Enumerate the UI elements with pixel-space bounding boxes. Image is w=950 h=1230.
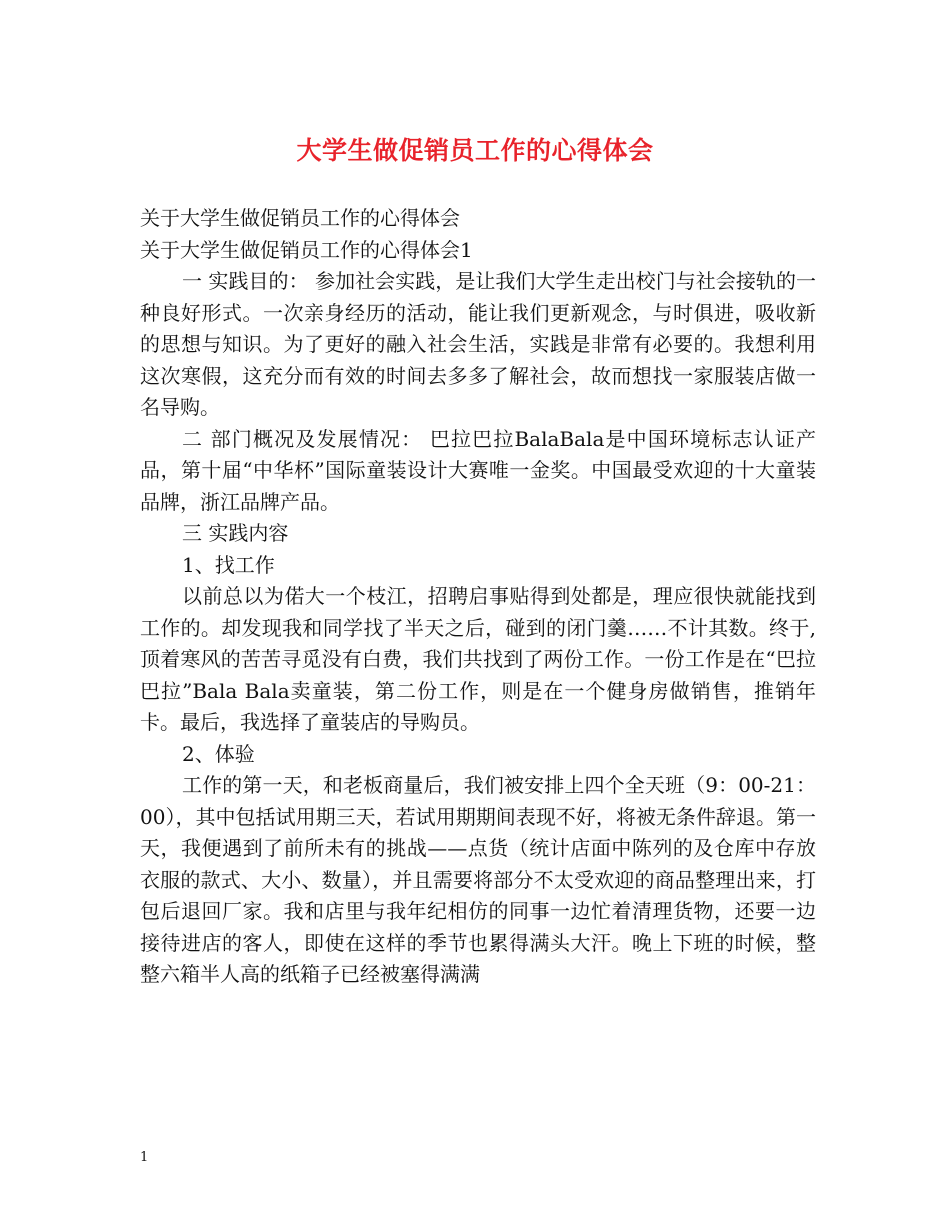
paragraph-experience: 工作的第一天，和老板商量后，我们被安排上四个全天班（9：00-21：00），其中包括试用期三天，若试用期期间表现不好，将被无条件辞退。第一天，我便遇到了前所未有的挑战——点货（统计店面中陈列的及仓库中存放衣服的款式、大小、数量），并且需要将部分不太受欢迎的商品整理出来，打包后退回厂家。我和店里与我年纪相仿的同事一边忙着清理货物，还要一边接待进店的客人，即使在这样的季节也累得满头大汗。晚上下班的时候，整整六箱半人高的纸箱子已经被塞得满满	[140, 773, 816, 986]
paragraph-find-job: 以前总以为偌大一个枝江，招聘启事贴得到处都是，理应很快就能找到工作的。却发现我和同学找了半天之后，碰到的闭门羹……不计其数。终于,顶着寒风的苦苦寻觅没有白费，我们共找到了两份工作。一份工作是在“巴拉巴拉”Bala Bala卖童装，第二份工作，则是在一个健身房做销售，推销年卡。最后，我选择了童装店的导购员。	[140, 584, 816, 734]
paragraph-department-overview: 二 部门概况及发展情况： 巴拉巴拉BalaBala是中国环境标志认证产品，第十届“中华杯”国际童装设计大赛唯一金奖。中国最受欢迎的十大童装品牌，浙江品牌产品。	[140, 426, 816, 514]
subsection-experience: 2、体验	[182, 741, 255, 766]
heading-2: 关于大学生做促销员工作的心得体会1	[140, 237, 473, 262]
document-body	[140, 203, 816, 991]
section-practice-content: 三 实践内容	[182, 521, 289, 545]
paragraph-practice-purpose: 一 实践目的： 参加社会实践，是让我们大学生走出校门与社会接轨的一种良好形式。一次亲身经历的活动，能让我们更新观念，与时俱进，吸收新的思想与知识。为了更好的融入社会生活，实践是非常有必要的。我想利用这次寒假，这充分而有效的时间去多多了解社会，故而想找一家服装店做一名导购。	[140, 269, 816, 419]
heading-1: 关于大学生做促销员工作的心得体会	[140, 206, 460, 230]
page-number: 1	[140, 1150, 149, 1165]
subsection-find-job: 1、找工作	[182, 552, 275, 577]
document-title: 大学生做促销员工作的心得体会	[296, 136, 654, 165]
